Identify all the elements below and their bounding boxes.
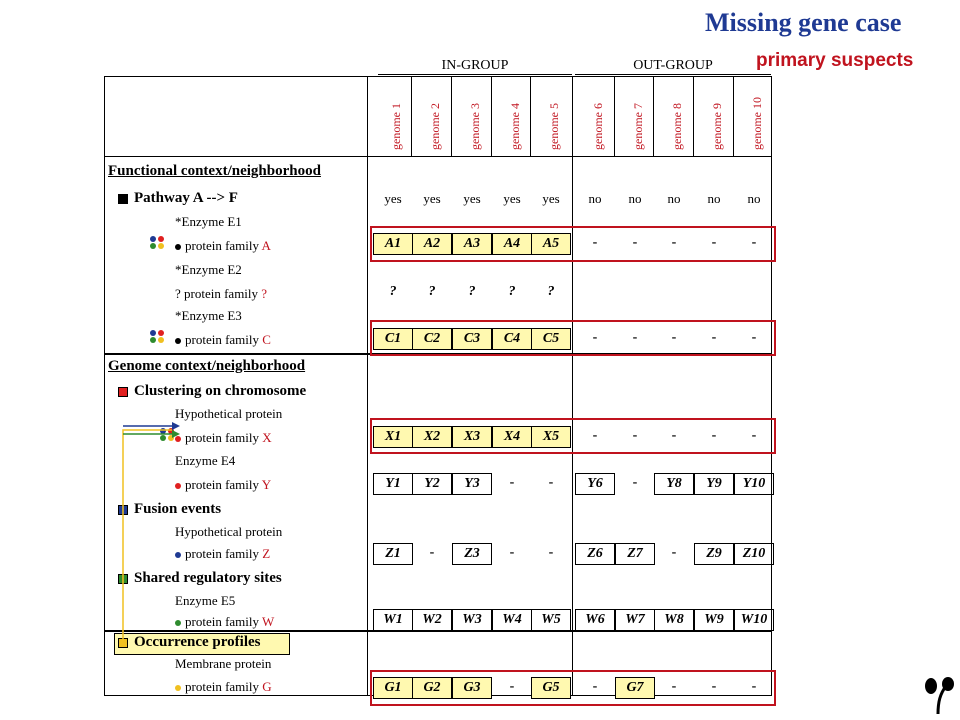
page-subtitle: primary suspects — [756, 50, 914, 71]
table-cell: C5 — [531, 328, 571, 350]
suspect-box-c — [370, 320, 776, 356]
out-group-rule — [575, 74, 771, 75]
table-cell: Y8 — [654, 473, 694, 495]
table-cell: A1 — [373, 233, 413, 255]
row-hyp-protein-1: Hypothetical protein — [175, 406, 283, 421]
column-separator — [451, 76, 452, 156]
color-dot — [158, 236, 164, 242]
row-family-z: protein family Z — [175, 546, 270, 562]
table-cell: - — [671, 545, 677, 560]
color-dot — [158, 243, 164, 249]
table-cell: W10 — [734, 609, 774, 631]
table-cell: G2 — [412, 677, 452, 699]
table-cell: C4 — [492, 328, 532, 350]
table-cell: - — [632, 475, 638, 490]
table-cell: yes — [384, 191, 402, 206]
table-cell: Y9 — [694, 473, 734, 495]
table-cell: - — [592, 679, 598, 694]
row-enzyme-e4: Enzyme E4 — [175, 453, 236, 468]
table-cell: - — [711, 679, 717, 694]
table-cell: Y3 — [452, 473, 492, 495]
square-icon — [118, 194, 128, 204]
row-membrane-protein: Membrane protein — [175, 656, 272, 671]
table-cell: W3 — [452, 609, 492, 631]
square-icon — [118, 387, 128, 397]
color-dot — [150, 236, 156, 242]
pathway-label: Pathway A --> F — [118, 190, 238, 207]
genome-header: genome 10 — [750, 97, 764, 150]
out-group-header: OUT-GROUP — [633, 58, 713, 73]
table-cell: - — [509, 545, 515, 560]
table-cell: W2 — [412, 609, 452, 631]
table-cell: - — [711, 235, 717, 250]
genome-header: genome 3 — [468, 103, 482, 150]
table-cell: Z9 — [694, 543, 734, 565]
table-cell: ? — [468, 284, 476, 299]
table-cell: - — [592, 235, 598, 250]
fusion-label: Fusion events — [118, 501, 221, 518]
bullet-icon — [175, 685, 181, 691]
table-cell: A5 — [531, 233, 571, 255]
suspect-box-x — [370, 418, 776, 454]
color-dot — [150, 243, 156, 249]
table-cell: - — [711, 428, 717, 443]
row-enzyme-e3: *Enzyme E3 — [175, 308, 242, 323]
table-cell: X3 — [452, 426, 492, 448]
genome-header: genome 9 — [710, 103, 724, 150]
table-cell: no — [667, 191, 681, 206]
table-cell: Y10 — [734, 473, 774, 495]
clustering-label: Clustering on chromosome — [118, 383, 306, 400]
table-cell: G7 — [615, 677, 655, 699]
regulatory-label: Shared regulatory sites — [118, 570, 282, 587]
table-cell: - — [751, 679, 757, 694]
table-cell: - — [751, 330, 757, 345]
genome-header: genome 1 — [389, 103, 403, 150]
table-cell: - — [671, 330, 677, 345]
header-divider — [104, 156, 772, 157]
occurrence-label: Occurrence profiles — [118, 634, 261, 651]
row-family-g: protein family G — [175, 679, 272, 695]
section-genome: Genome context/neighborhood — [108, 358, 306, 374]
page-title: Missing gene case — [705, 8, 902, 37]
table-cell: - — [751, 235, 757, 250]
table-cell: Z7 — [615, 543, 655, 565]
table-cell: ? — [547, 284, 555, 299]
genome-header: genome 4 — [508, 103, 522, 150]
row-family-x: protein family X — [175, 430, 272, 446]
table-cell: ? — [389, 284, 397, 299]
table-cell: W1 — [373, 609, 413, 631]
table-cell: A2 — [412, 233, 452, 255]
suspect-box-a — [370, 226, 776, 262]
table-cell: W7 — [615, 609, 655, 631]
row-family-c: protein family C — [175, 332, 271, 348]
table-cell — [654, 282, 694, 304]
table-cell: Y2 — [412, 473, 452, 495]
table-cell: - — [671, 428, 677, 443]
column-separator — [530, 76, 531, 156]
row-family-w: protein family W — [175, 614, 274, 630]
table-cell: - — [751, 428, 757, 443]
table-cell: W8 — [654, 609, 694, 631]
section-functional: Functional context/neighborhood — [108, 163, 321, 179]
row-family-unknown: ? protein family ? — [175, 286, 268, 301]
table-cell: - — [632, 330, 638, 345]
color-dot — [150, 337, 156, 343]
table-cell — [615, 282, 655, 304]
table-cell: X4 — [492, 426, 532, 448]
label-column-divider — [367, 76, 368, 696]
table-cell — [575, 282, 615, 304]
genome-header: genome 5 — [547, 103, 561, 150]
table-cell: no — [747, 191, 761, 206]
genome-header: genome 6 — [591, 103, 605, 150]
table-cell: Z10 — [734, 543, 774, 565]
table-cell: Z6 — [575, 543, 615, 565]
table-cell: W5 — [531, 609, 571, 631]
genome-header: genome 7 — [631, 103, 645, 150]
table-cell — [734, 282, 774, 304]
row-hyp-protein-2: Hypothetical protein — [175, 524, 283, 539]
table-cell: - — [592, 330, 598, 345]
color-dot — [150, 330, 156, 336]
table-cell: C1 — [373, 328, 413, 350]
row-enzyme-e2: *Enzyme E2 — [175, 262, 242, 277]
color-dot — [158, 330, 164, 336]
table-cell — [694, 282, 734, 304]
table-cell: - — [548, 475, 554, 490]
table-cell: no — [628, 191, 642, 206]
genome-header: genome 8 — [670, 103, 684, 150]
bullet-icon — [175, 244, 181, 250]
column-separator — [693, 76, 694, 156]
table-cell: G5 — [531, 677, 571, 699]
table-cell: - — [711, 330, 717, 345]
table-cell: A3 — [452, 233, 492, 255]
row-family-y: protein family Y — [175, 477, 271, 493]
table-cell: yes — [503, 191, 521, 206]
table-cell: - — [592, 428, 598, 443]
table-cell: - — [671, 235, 677, 250]
sprout-logo-icon — [920, 676, 956, 716]
table-cell: no — [707, 191, 721, 206]
suspect-box-g — [370, 670, 776, 706]
bullet-icon — [175, 338, 181, 344]
table-cell: C2 — [412, 328, 452, 350]
column-separator — [733, 76, 734, 156]
table-cell: C3 — [452, 328, 492, 350]
table-cell: - — [509, 475, 515, 490]
table-cell: - — [509, 679, 515, 694]
table-cell: - — [429, 545, 435, 560]
table-cell: yes — [423, 191, 441, 206]
genome-header: genome 2 — [428, 103, 442, 150]
table-cell: Y6 — [575, 473, 615, 495]
row-enzyme-e1: *Enzyme E1 — [175, 214, 242, 229]
table-cell: - — [548, 545, 554, 560]
table-cell: Z1 — [373, 543, 413, 565]
table-cell: yes — [542, 191, 560, 206]
in-group-rule — [378, 74, 572, 75]
in-group-header: IN-GROUP — [441, 58, 509, 73]
column-separator — [653, 76, 654, 156]
table-cell: W6 — [575, 609, 615, 631]
color-dot — [158, 337, 164, 343]
table-cell: - — [671, 679, 677, 694]
table-cell: yes — [463, 191, 481, 206]
table-cell: W9 — [694, 609, 734, 631]
connector-arrows — [110, 420, 180, 650]
table-cell: W4 — [492, 609, 532, 631]
table-cell: X1 — [373, 426, 413, 448]
table-cell: Z3 — [452, 543, 492, 565]
table-cell: X2 — [412, 426, 452, 448]
table-cell: G3 — [452, 677, 492, 699]
group-column-divider — [572, 76, 573, 696]
row-family-a: protein family A — [175, 238, 271, 254]
table-cell: G1 — [373, 677, 413, 699]
row-enzyme-e5: Enzyme E5 — [175, 593, 236, 608]
column-separator — [491, 76, 492, 156]
table-cell: - — [632, 235, 638, 250]
table-cell: ? — [428, 284, 436, 299]
table-cell: ? — [508, 284, 516, 299]
column-separator — [614, 76, 615, 156]
table-cell: A4 — [492, 233, 532, 255]
table-cell: X5 — [531, 426, 571, 448]
table-cell: - — [632, 428, 638, 443]
table-cell: no — [588, 191, 602, 206]
table-cell: Y1 — [373, 473, 413, 495]
column-separator — [411, 76, 412, 156]
